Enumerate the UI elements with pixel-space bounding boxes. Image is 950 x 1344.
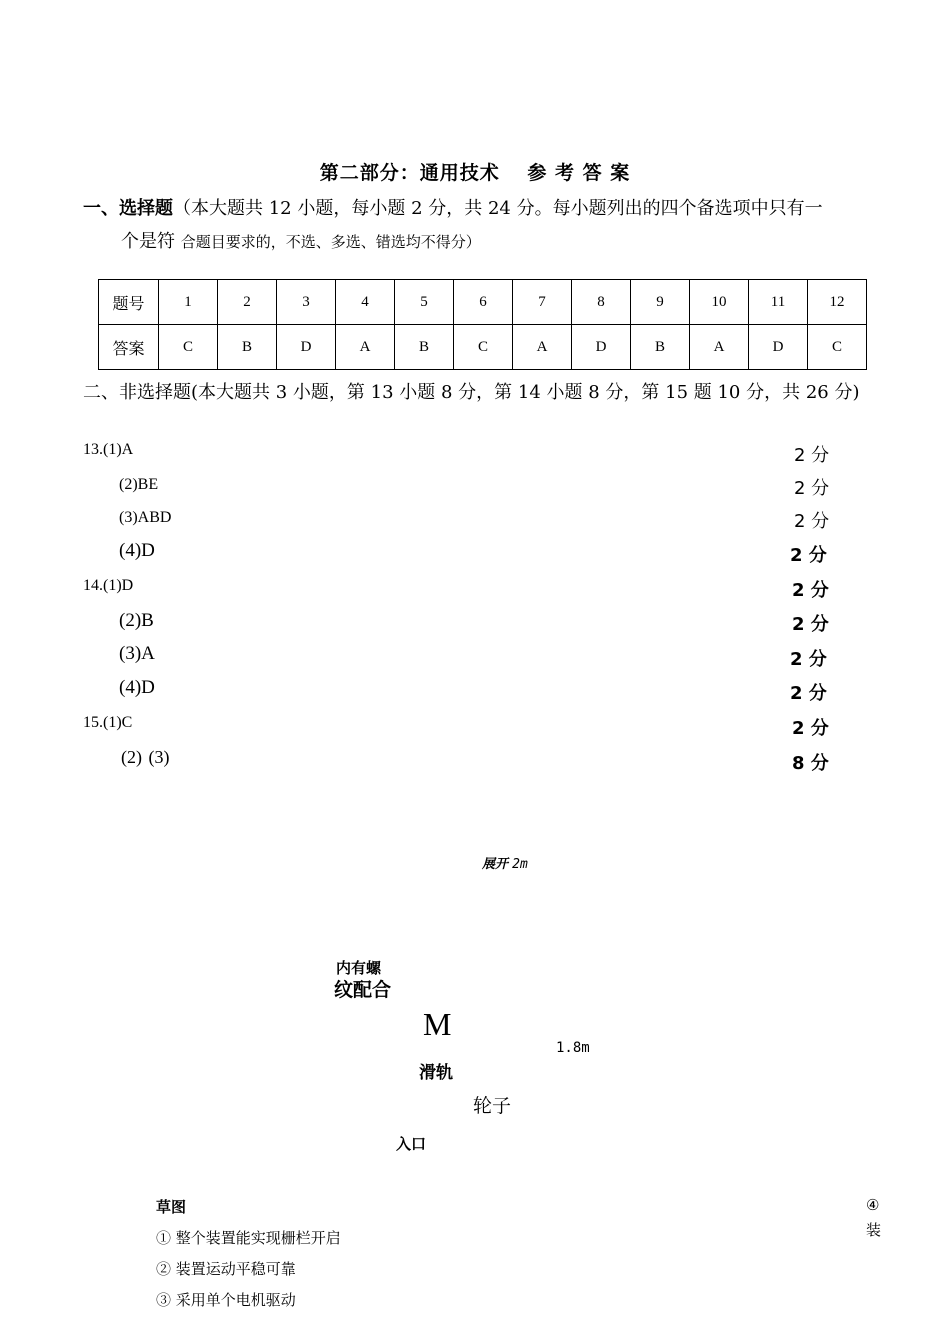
sketch-title: 草图 — [156, 1198, 187, 1216]
sketch-item: ① 整个装置能实现栅栏开启 — [156, 1229, 341, 1247]
answer-label: (2)B — [119, 610, 154, 631]
answer-label: (4)D — [119, 677, 155, 698]
table-cell: B — [218, 325, 277, 370]
table-cell: A — [513, 325, 572, 370]
table-cell: B — [395, 325, 454, 370]
answer-score: 2 分 — [790, 683, 827, 704]
table-cell: 4 — [336, 280, 395, 325]
expand-label — [482, 853, 528, 872]
table-cell: B — [631, 325, 690, 370]
table-cell: 2 — [218, 280, 277, 325]
table-cell: 10 — [690, 280, 749, 325]
answer-score: 2 分 — [790, 545, 827, 566]
answer-score: 2 分 — [792, 614, 829, 635]
answer-score: 2 分 — [790, 649, 827, 670]
table-row-answers — [99, 325, 867, 370]
table-row-numbers — [99, 280, 867, 325]
section1-desc-line2 — [121, 227, 481, 253]
answer-score: 2 分 — [794, 511, 830, 532]
table-cell: 5 — [395, 280, 454, 325]
section1-desc-line2b: 合题目要求的，不选、多选、错选均不得分） — [180, 233, 481, 251]
document-title: 第二部分：通用技术 参 考 答 案 — [319, 162, 631, 184]
answer-label: (2) (3) — [121, 747, 170, 767]
table-header-answer: 答案 — [99, 325, 159, 370]
answer-score: 2 分 — [794, 445, 830, 466]
sketch-item: ② 装置运动平稳可靠 — [156, 1260, 296, 1278]
thread-label-line2: 纹配合 — [334, 979, 392, 1001]
sketch-side-number: ④ — [866, 1196, 880, 1214]
table-cell: 11 — [749, 280, 808, 325]
answer-label: 13.(1)A — [83, 441, 134, 458]
answer-label: (3)ABD — [119, 509, 172, 526]
table-cell: 6 — [454, 280, 513, 325]
section1-heading: 一、选择题 — [83, 198, 173, 219]
answer-score: 2 分 — [792, 718, 829, 739]
answer-score: 2 分 — [794, 478, 830, 499]
table-header-number: 题号 — [99, 280, 159, 325]
table-cell: 1 — [159, 280, 218, 325]
table-cell: 8 — [572, 280, 631, 325]
sketch-side-text: 装 — [866, 1221, 882, 1239]
answer-label: (4)D — [119, 540, 155, 561]
height-dimension: 1.8m — [556, 1040, 590, 1056]
table-cell: C — [454, 325, 513, 370]
wheel-label: 轮子 — [473, 1095, 512, 1117]
table-cell: A — [336, 325, 395, 370]
section1-desc-line1: （本大题共 12 小题，每小题 2 分，共 24 分。每小题列出的四个备选项中只有一 — [173, 198, 823, 219]
motor-symbol: M — [423, 1006, 452, 1042]
expand-dimension: 2m — [512, 857, 528, 872]
table-cell: D — [749, 325, 808, 370]
answer-label: (3)A — [119, 643, 155, 664]
table-cell: 7 — [513, 280, 572, 325]
answer-score: 8 分 — [792, 753, 829, 774]
thread-label-line1: 内有螺 — [336, 959, 382, 977]
entrance-label: 入口 — [396, 1135, 427, 1153]
answer-label: 15.(1)C — [83, 714, 133, 731]
answer-label: (2)BE — [119, 476, 159, 493]
answer-table — [98, 279, 867, 370]
table-cell: D — [277, 325, 336, 370]
table-cell: 9 — [631, 280, 690, 325]
table-cell: 12 — [808, 280, 867, 325]
table-cell: A — [690, 325, 749, 370]
section2-heading: 二、非选择题(本大题共 3 小题，第 13 小题 8 分，第 14 小题 8 分，第 15 题 10 分，共 26 分) — [83, 382, 860, 403]
rail-label: 滑轨 — [419, 1063, 453, 1083]
section1 — [83, 196, 823, 222]
section1-desc-line2a: 个是符 — [121, 231, 175, 252]
answer-score: 2 分 — [792, 580, 829, 601]
sketch-item: ③ 采用单个电机驱动 — [156, 1291, 296, 1309]
table-cell: C — [808, 325, 867, 370]
table-cell: 3 — [277, 280, 336, 325]
table-cell: C — [159, 325, 218, 370]
table-cell: D — [572, 325, 631, 370]
answer-label: 14.(1)D — [83, 577, 134, 594]
expand-text: 展开 — [482, 857, 509, 872]
